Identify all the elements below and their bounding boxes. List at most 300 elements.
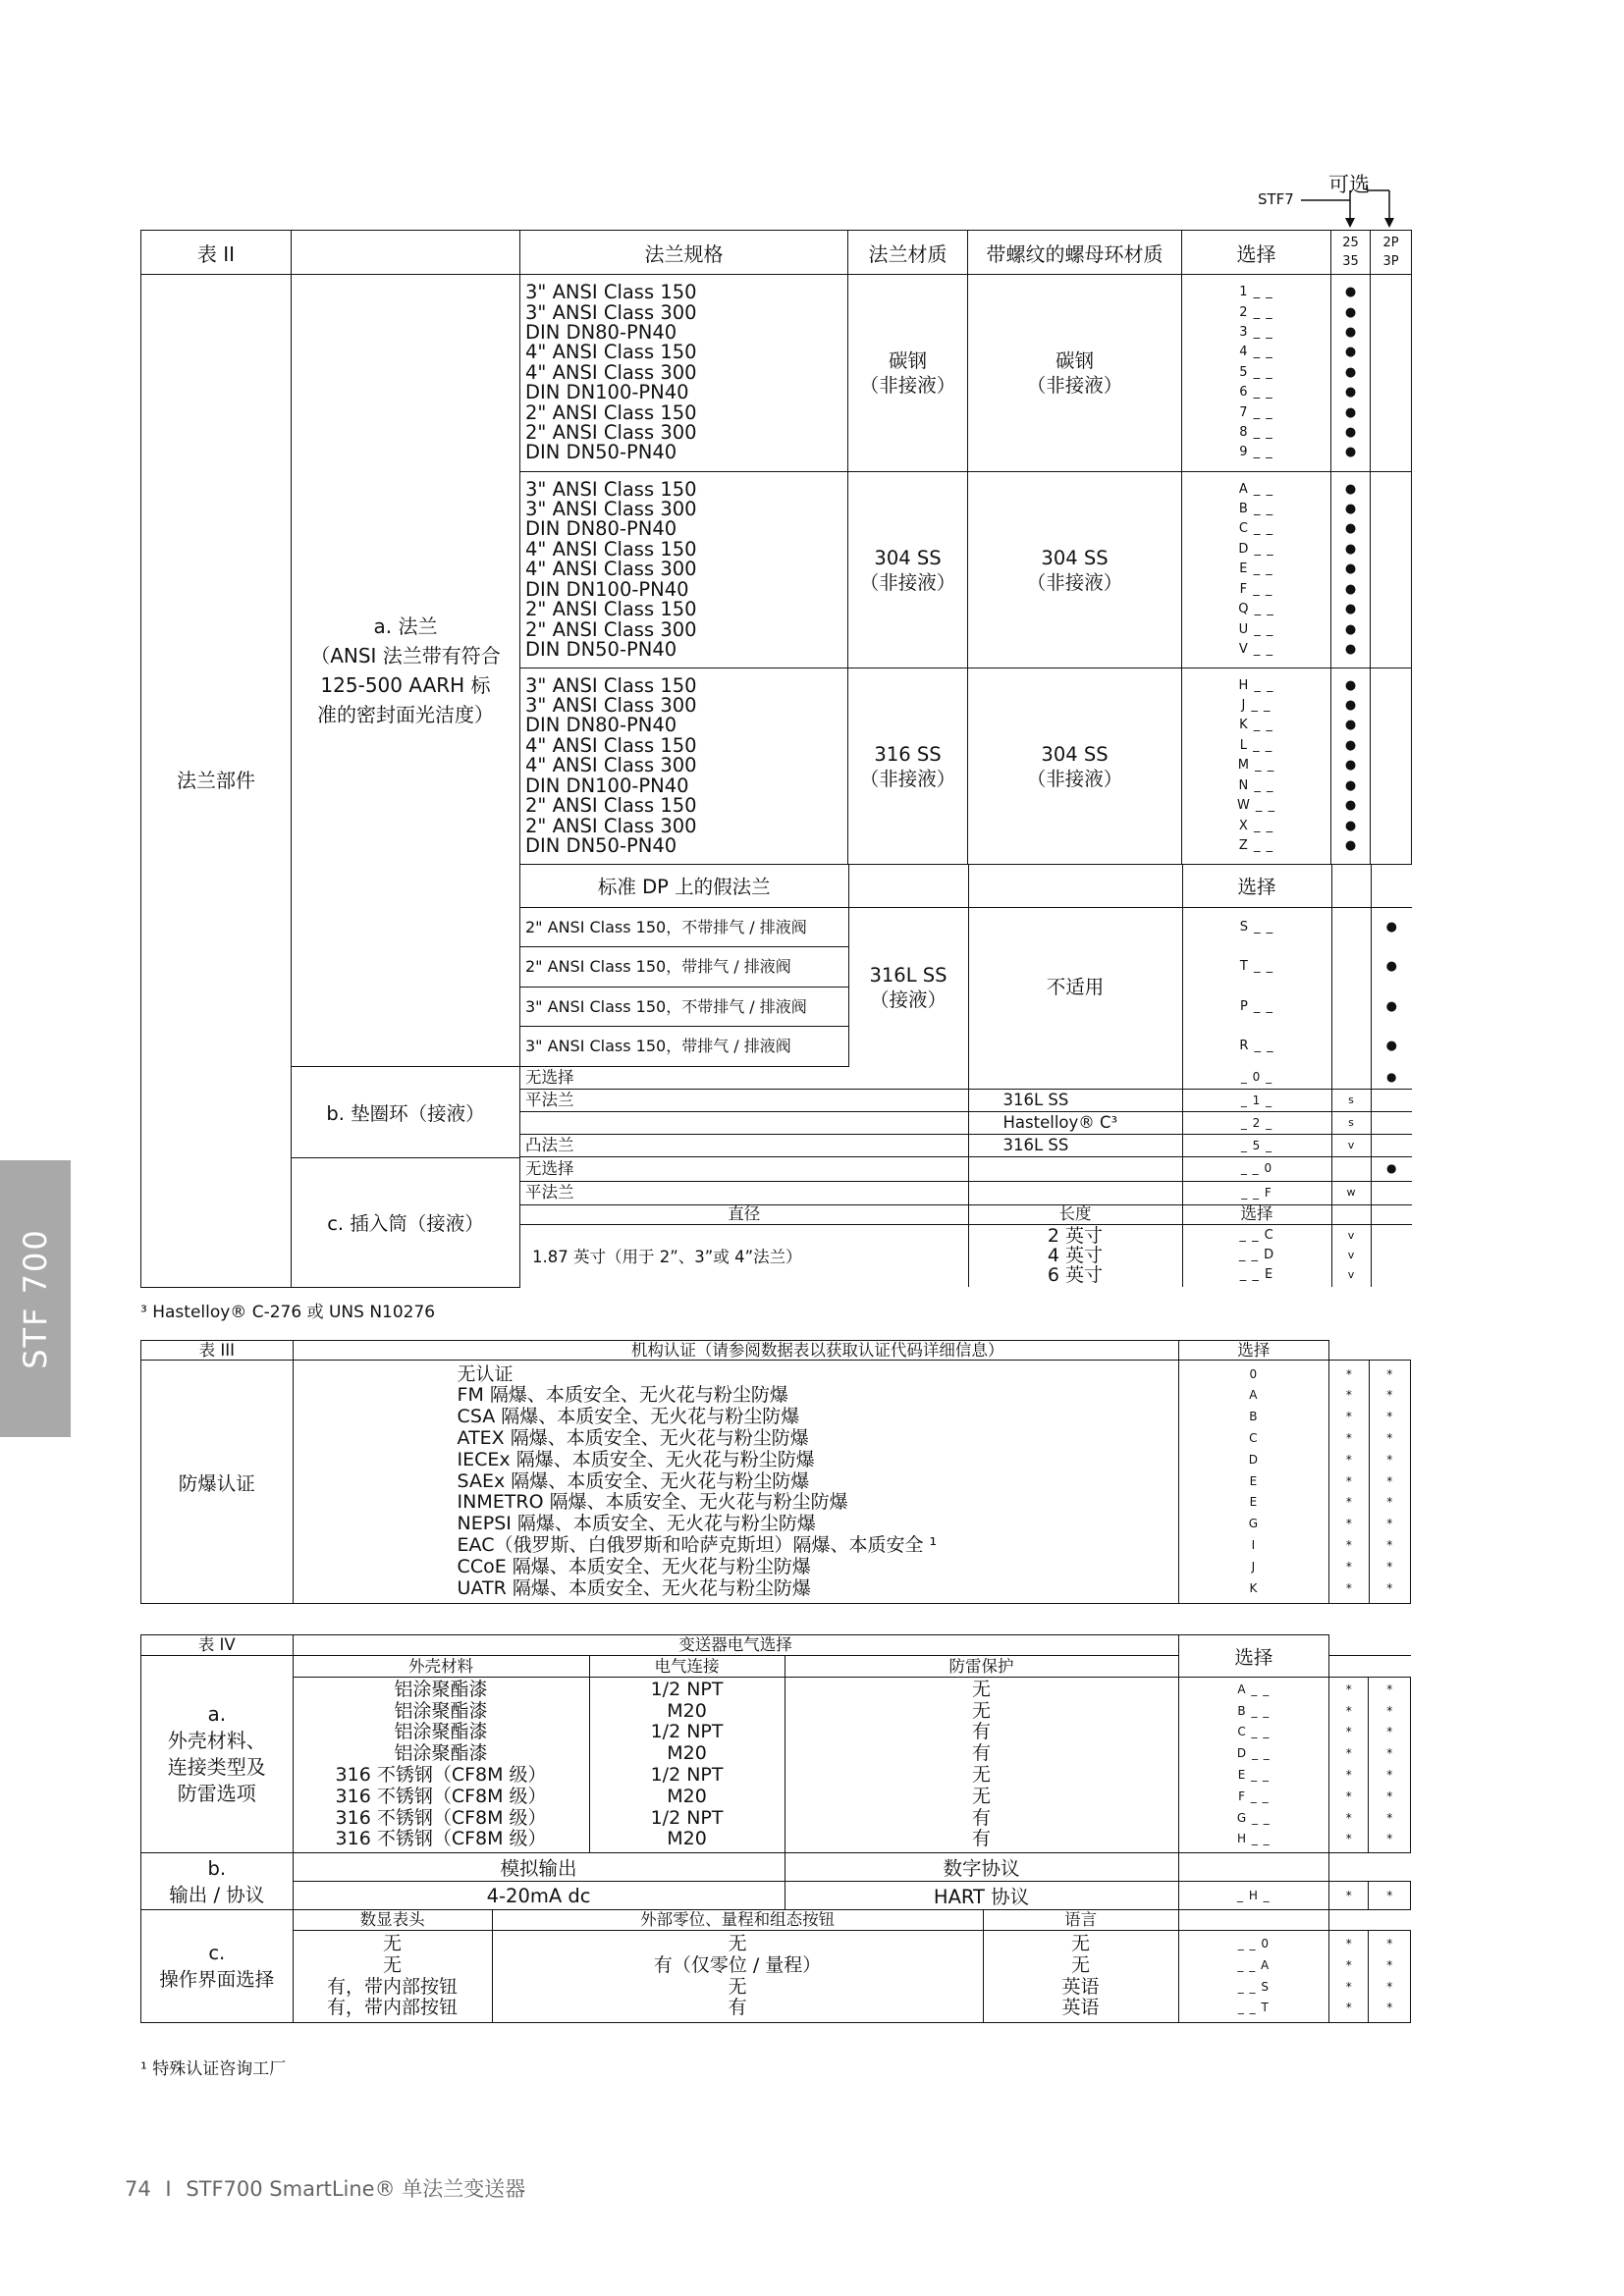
language-item: 无 <box>1071 1932 1091 1954</box>
col-conduit: 电气连接 <box>589 1656 785 1678</box>
display-item: 无 <box>383 1953 403 1976</box>
selection-code: K _ _ <box>1239 718 1273 733</box>
flange-spec-item: 3" ANSI Class 150 <box>525 673 697 697</box>
col-diameter: 直径 <box>520 1204 968 1224</box>
available-dot: ● <box>1344 818 1357 833</box>
available-mark: * <box>1345 1366 1352 1381</box>
gasket-material: 316L SS <box>968 1090 1182 1112</box>
selection-code: _ _ A <box>1237 1957 1271 1972</box>
conduit-item: 1/2 NPT <box>650 1806 724 1829</box>
available-dot: ● <box>1344 641 1357 657</box>
selection-code: A _ _ <box>1238 481 1274 497</box>
page-footer <box>125 2173 525 2203</box>
housing-item: 铝涂聚酯漆 <box>394 1678 488 1700</box>
available-mark: * <box>1386 1517 1393 1531</box>
insert-lengths: 2 英寸 4 英寸 6 英寸 <box>968 1224 1182 1287</box>
selection-code: H _ _ <box>1237 1832 1271 1846</box>
ring-material-cell: 304 SS （非接液） <box>968 472 1182 668</box>
available-dot: ● <box>1344 445 1357 460</box>
lightning-item: 无 <box>972 1785 992 1807</box>
selection-code: C _ _ <box>1237 1725 1271 1739</box>
available-mark: * <box>1345 1979 1352 1994</box>
available-mark: * <box>1386 1810 1393 1825</box>
available-mark: * <box>1386 1537 1393 1552</box>
dummy-material: 316L SS （接液） <box>848 907 968 1067</box>
available-mark: * <box>1386 1703 1393 1718</box>
available-dot: ● <box>1344 777 1357 793</box>
insert-blank <box>968 1157 1182 1181</box>
gasket-mark-b: ● <box>1371 1067 1412 1090</box>
housing-item: 316 不锈钢（CF8M 级） <box>335 1806 547 1829</box>
t4-c-label: c. 操作界面选择 <box>141 1910 294 2023</box>
button-item: 无 <box>728 1975 747 1998</box>
flange-spec-item: 2" ANSI Class 150 <box>525 400 697 424</box>
col-buttons: 外部零位、量程和组态按钮 <box>492 1910 983 1931</box>
selection-code: _ _ T <box>1237 2001 1270 2015</box>
available-dot: ● <box>1344 561 1357 577</box>
available-dot: ● <box>1344 758 1357 774</box>
flange-spec-item: 2" ANSI Class 300 <box>525 814 697 837</box>
flange-a-label: a. 法兰 （ANSI 法兰带有符合 125-500 AARH 标 准的密封面光洁度） <box>292 275 520 1067</box>
flange-material-cell: 304 SS （非接液） <box>848 472 968 668</box>
available-dot: ● <box>1344 425 1357 441</box>
available-mark: * <box>1386 1725 1393 1739</box>
available-mark: * <box>1386 1789 1393 1803</box>
selection-code: A <box>1249 1388 1259 1403</box>
available-mark: * <box>1386 1936 1393 1950</box>
selection-code: M _ _ <box>1237 758 1275 774</box>
col-digital: 数字协议 <box>785 1853 1178 1882</box>
col-flange-spec: 法兰规格 <box>520 231 848 275</box>
available-mark: * <box>1345 1495 1352 1510</box>
section-flange-parts: 法兰部件 <box>141 275 292 1288</box>
code-list <box>1182 472 1331 668</box>
selection-code: _ _ F <box>1182 1181 1331 1204</box>
available-dot: ● <box>1385 1039 1397 1053</box>
approval-item: IECEx 隔爆、本质安全、无火花与粉尘防爆 <box>457 1448 815 1470</box>
selection-code: B <box>1249 1410 1259 1424</box>
available-dot: ● <box>1344 502 1357 517</box>
selection-code: _ 5 _ <box>1182 1135 1331 1157</box>
conduit-item: 1/2 NPT <box>650 1678 724 1700</box>
approval-item: CSA 隔爆、本质安全、无火花与粉尘防爆 <box>457 1406 800 1428</box>
selection-code: G <box>1248 1517 1260 1531</box>
selection-code: _ _ 0 <box>1182 1157 1331 1181</box>
available-mark: * <box>1386 1580 1393 1595</box>
lightning-item: 有 <box>972 1828 992 1850</box>
selection-code: P _ _ <box>1239 998 1274 1014</box>
flange-spec-item: 4" ANSI Class 150 <box>525 341 697 364</box>
available-mark: * <box>1345 1473 1352 1488</box>
conduit-item: M20 <box>667 1785 707 1807</box>
available-dot: ● <box>1344 581 1357 597</box>
flange-spec-item: 2" ANSI Class 150 <box>525 794 697 818</box>
selection-code: L _ _ <box>1239 737 1273 753</box>
housing-marks-b <box>1369 1678 1411 1853</box>
available-dot: ● <box>1385 919 1397 934</box>
flange-spec-item: DIN DN100-PN40 <box>525 381 689 404</box>
insert-mark-a: w <box>1331 1181 1371 1204</box>
available-dot: ● <box>1344 798 1357 814</box>
insert-marks: v v v <box>1331 1224 1371 1287</box>
output-analog: 4-20mA dc <box>293 1882 785 1910</box>
language-item: 英语 <box>1061 1975 1100 1998</box>
dummy-spec-item: 3" ANSI Class 150，不带排气 / 排液阀 <box>520 988 848 1028</box>
gasket-material <box>968 1067 1182 1090</box>
selection-code: B _ _ <box>1238 502 1274 517</box>
selection-code: Z _ _ <box>1238 837 1274 853</box>
dummy-select-header: 选择 <box>1182 865 1331 907</box>
available-dot: ● <box>1344 718 1357 733</box>
lightning-item: 有 <box>972 1806 992 1829</box>
available-mark: * <box>1386 1473 1393 1488</box>
available-mark: * <box>1386 1957 1393 1972</box>
selection-code: _ _ S <box>1237 1979 1270 1994</box>
dummy-spec-item: 3" ANSI Class 150，带排气 / 排液阀 <box>520 1027 848 1067</box>
available-dot: ● <box>1344 737 1357 753</box>
spec-list <box>520 275 848 472</box>
approval-item: EAC（俄罗斯、白俄罗斯和哈萨克斯坦）隔爆、本质安全 ¹ <box>457 1533 938 1556</box>
selection-code: I <box>1251 1537 1257 1552</box>
flange-spec-item: DIN DN80-PN40 <box>525 714 677 737</box>
button-item: 有 <box>728 1997 747 2019</box>
display-item: 有，带内部按钮 <box>327 1975 459 1998</box>
language-item: 无 <box>1071 1953 1091 1976</box>
flange-spec-item: DIN DN100-PN40 <box>525 774 689 797</box>
gasket-name: 平法兰 <box>520 1090 968 1112</box>
display-item: 有，带内部按钮 <box>327 1997 459 2019</box>
selection-code: 5 _ _ <box>1239 364 1273 380</box>
flange-spec-item: 4" ANSI Class 150 <box>525 537 697 561</box>
available-dot: ● <box>1344 304 1357 320</box>
available-mark: * <box>1345 1537 1352 1552</box>
available-mark: * <box>1345 1517 1352 1531</box>
col-analog: 模拟输出 <box>293 1853 785 1882</box>
approval-marks-b <box>1369 1361 1410 1604</box>
selection-code: H _ _ <box>1238 677 1274 693</box>
flange-spec-item: 4" ANSI Class 300 <box>525 360 697 384</box>
lightning-list <box>785 1678 1178 1853</box>
selection-code: J _ _ <box>1241 698 1272 714</box>
available-mark: * <box>1345 1725 1352 1739</box>
col-lightning: 防雷保护 <box>785 1656 1178 1678</box>
available-dot: ● <box>1344 541 1357 557</box>
insert-diameter: 1.87 英寸（用于 2”、3”或 4”法兰） <box>520 1224 968 1287</box>
selection-code: E <box>1249 1473 1259 1488</box>
gasket-mark-a: v <box>1331 1135 1371 1157</box>
interface-marks-a <box>1329 1931 1369 2023</box>
selection-code: A _ _ <box>1237 1682 1271 1696</box>
available-mark: * <box>1386 1768 1393 1782</box>
interface-codes <box>1178 1931 1329 2023</box>
selection-code: E _ _ <box>1239 561 1273 577</box>
language-item: 英语 <box>1061 1997 1100 2019</box>
gasket-mark-a <box>1331 1067 1371 1090</box>
dummy-spec-item: 2" ANSI Class 150，带排气 / 排液阀 <box>520 947 848 988</box>
available-dot: ● <box>1344 364 1357 380</box>
flange-spec-item: DIN DN50-PN40 <box>525 637 677 661</box>
ring-material-cell: 304 SS （非接液） <box>968 668 1182 865</box>
gasket-mark-b <box>1371 1112 1412 1135</box>
flange-spec-item: 2" ANSI Class 300 <box>525 617 697 641</box>
approval-item: UATR 隔爆、本质安全、无火花与粉尘防爆 <box>457 1576 811 1599</box>
insert-name: 无选择 <box>520 1157 968 1181</box>
available-mark: * <box>1386 1410 1393 1424</box>
selection-code: 9 _ _ <box>1239 445 1273 460</box>
selection-code: _ 1 _ <box>1182 1090 1331 1112</box>
table-iv-header: 变送器电气选择 <box>293 1635 1178 1656</box>
output-digital: HART 协议 <box>785 1882 1178 1910</box>
approval-item: INMETRO 隔爆、本质安全、无火花与粉尘防爆 <box>457 1491 848 1514</box>
flange-spec-item: 2" ANSI Class 150 <box>525 598 697 621</box>
col-language: 语言 <box>983 1910 1178 1931</box>
footer-title: STF700 SmartLine® 单法兰变送器 <box>186 2177 526 2201</box>
table-iii-title: 表 III <box>141 1341 294 1361</box>
housing-item: 316 不锈钢（CF8M 级） <box>335 1785 547 1807</box>
selection-code: T _ _ <box>1239 959 1274 974</box>
selection-code: C _ _ <box>1238 521 1274 537</box>
selection-code: 1 _ _ <box>1239 285 1273 300</box>
footnote-hastelloy: ³ Hastelloy® C-276 或 UNS N10276 <box>140 1303 436 1322</box>
col-2p-3p: 2P 3P <box>1371 231 1412 275</box>
approval-item: CCoE 隔爆、本质安全、无火花与粉尘防爆 <box>457 1555 811 1577</box>
available-mark: * <box>1345 1832 1352 1846</box>
selection-code: W _ _ <box>1236 798 1276 814</box>
available-dot: ● <box>1344 698 1357 714</box>
available-dot: ● <box>1344 324 1357 340</box>
selection-code: 6 _ _ <box>1239 385 1273 400</box>
dummy-flange-subtable <box>520 865 1412 1067</box>
insert-subtable <box>520 1157 1412 1287</box>
section-approvals: 防爆认证 <box>141 1361 294 1604</box>
available-mark: * <box>1386 2001 1393 2015</box>
conduit-item: M20 <box>667 1828 707 1850</box>
table-iii <box>140 1340 1411 1604</box>
lightning-item: 无 <box>972 1678 992 1700</box>
housing-item: 铝涂聚酯漆 <box>394 1721 488 1743</box>
available-mark: * <box>1386 1559 1393 1574</box>
gasket-mark-b <box>1371 1135 1412 1157</box>
table-ii <box>140 230 1412 1288</box>
available-mark: * <box>1345 1682 1352 1696</box>
stf7-label: STF7 <box>1258 190 1294 208</box>
housing-marks-a <box>1329 1678 1369 1853</box>
dummy-spec-list <box>520 908 848 1067</box>
selection-code: _ 2 _ <box>1182 1112 1331 1135</box>
section-side-tab: STF 700 <box>0 1160 71 1437</box>
available-mark: * <box>1345 1431 1352 1445</box>
footer-separator: I <box>165 2177 172 2201</box>
conduit-item: 1/2 NPT <box>650 1721 724 1743</box>
selection-code: _ _ 0 <box>1237 1936 1270 1950</box>
available-mark: * <box>1386 1366 1393 1381</box>
flange-spec-item: 3" ANSI Class 150 <box>525 477 697 501</box>
col-display: 数显表头 <box>293 1910 492 1931</box>
selection-code: Q _ _ <box>1238 602 1274 617</box>
available-dot: ● <box>1344 345 1357 360</box>
interface-marks-b <box>1369 1931 1411 2023</box>
available-mark: * <box>1345 1746 1352 1761</box>
selection-code: K <box>1249 1580 1259 1595</box>
approval-codes <box>1178 1361 1329 1604</box>
code-list <box>1182 668 1331 865</box>
selection-code: C <box>1249 1431 1259 1445</box>
gasket-subtable <box>520 1067 1412 1158</box>
available-dot: ● <box>1344 404 1357 420</box>
ring-material-cell: 碳钢 （非接液） <box>968 275 1182 472</box>
approval-item: NEPSI 隔爆、本质安全、无火花与粉尘防爆 <box>457 1513 816 1535</box>
col-housing: 外壳材料 <box>293 1656 589 1678</box>
conduit-item: 1/2 NPT <box>650 1764 724 1786</box>
spec-list <box>520 668 848 865</box>
flange-spec-item: 2" ANSI Class 300 <box>525 421 697 445</box>
table-iii-header: 机构认证（请参阅数据表以获取认证代码详细信息） <box>293 1341 1178 1361</box>
display-item: 无 <box>383 1932 403 1954</box>
col-flange-material: 法兰材质 <box>848 231 968 275</box>
optional-arrows <box>1296 183 1404 230</box>
flange-spec-item: 4" ANSI Class 150 <box>525 733 697 757</box>
language-list <box>983 1931 1178 2023</box>
available-dot: ● <box>1344 385 1357 400</box>
dot-list <box>1331 668 1371 865</box>
selection-code: N _ _ <box>1238 777 1274 793</box>
available-mark: * <box>1345 1936 1352 1950</box>
selection-code: _ 0 _ <box>1182 1067 1331 1090</box>
available-dot: ● <box>1344 677 1357 693</box>
dot-list <box>1331 472 1371 668</box>
selection-code: 7 _ _ <box>1239 404 1273 420</box>
housing-list <box>293 1678 589 1853</box>
dummy-dot-list <box>1372 908 1412 1067</box>
selection-code: S _ _ <box>1239 919 1274 934</box>
lightning-item: 无 <box>972 1699 992 1722</box>
available-mark: * <box>1386 1388 1393 1403</box>
selection-code: 2 _ _ <box>1239 304 1273 320</box>
insert-blank <box>968 1181 1182 1204</box>
available-mark: * <box>1386 1682 1393 1696</box>
insert-mark-a <box>1331 1157 1371 1181</box>
col-select: 选择 <box>1182 1204 1331 1224</box>
flange-spec-item: DIN DN100-PN40 <box>525 577 689 601</box>
table-iv-title: 表 IV <box>141 1635 294 1656</box>
selection-code: J <box>1251 1559 1257 1574</box>
selection-code: D <box>1248 1452 1259 1467</box>
flange-material-cell: 碳钢 （非接液） <box>848 275 968 472</box>
flange-spec-item: DIN DN50-PN40 <box>525 441 677 464</box>
flange-spec-item: DIN DN80-PN40 <box>525 320 677 344</box>
available-mark: * <box>1345 1559 1352 1574</box>
footnote-special: ¹ 特殊认证咨询工厂 <box>140 2059 287 2079</box>
available-dot: ● <box>1344 481 1357 497</box>
flange-material-cell: 316 SS （非接液） <box>848 668 968 865</box>
selection-code: 8 _ _ <box>1239 425 1273 441</box>
approval-list <box>458 1364 1178 1600</box>
housing-codes <box>1178 1678 1329 1853</box>
gasket-mark-a: s <box>1331 1112 1371 1135</box>
available-mark: * <box>1345 1768 1352 1782</box>
gasket-name: 无选择 <box>520 1067 968 1090</box>
available-mark: * <box>1386 1746 1393 1761</box>
gasket-material: 316L SS <box>968 1135 1182 1157</box>
available-mark: * <box>1386 1832 1393 1846</box>
dummy-ring: 不适用 <box>968 907 1182 1067</box>
button-item: 有（仅零位 / 量程） <box>653 1953 822 1976</box>
housing-item: 316 不锈钢（CF8M 级） <box>335 1764 547 1786</box>
insert-c-label: c. 插入筒（接液） <box>292 1157 520 1287</box>
selection-code: B _ _ <box>1237 1703 1271 1718</box>
t4-a-label: a. 外壳材料、 连接类型及 防雷选项 <box>141 1656 294 1853</box>
available-mark: * <box>1386 1979 1393 1994</box>
insert-mark-b: ● <box>1371 1157 1412 1181</box>
gasket-b-label: b. 垫圈环（接液） <box>292 1067 520 1158</box>
selection-code: E _ _ <box>1237 1768 1270 1782</box>
available-mark: * <box>1345 1452 1352 1467</box>
gasket-material: Hastelloy® C³ <box>968 1112 1182 1135</box>
display-list <box>293 1931 492 2023</box>
selection-code: 3 _ _ <box>1239 324 1273 340</box>
housing-item: 316 不锈钢（CF8M 级） <box>335 1828 547 1850</box>
t4-b-label: b. 输出 / 协议 <box>141 1853 294 1910</box>
col-length: 长度 <box>968 1204 1182 1224</box>
col-select: 选择 <box>1182 231 1331 275</box>
available-mark: * <box>1386 1495 1393 1510</box>
col-25-35: 25 35 <box>1331 231 1371 275</box>
available-dot: ● <box>1344 837 1357 853</box>
available-mark: * <box>1345 1703 1352 1718</box>
selection-code: F _ _ <box>1239 581 1273 597</box>
col-ring-material: 带螺纹的螺母环材质 <box>968 231 1182 275</box>
available-dot: ● <box>1344 621 1357 637</box>
selection-code: 4 _ _ <box>1239 345 1273 360</box>
gasket-name: 凸法兰 <box>520 1135 968 1157</box>
flange-spec-item: 4" ANSI Class 300 <box>525 558 697 581</box>
approval-item: ATEX 隔爆、本质安全、无火花与粉尘防爆 <box>457 1427 809 1449</box>
optional-label: 可选 <box>1328 173 1370 196</box>
available-mark: * <box>1386 1431 1393 1445</box>
housing-item: 铝涂聚酯漆 <box>394 1699 488 1722</box>
dummy-spec-item: 2" ANSI Class 150，不带排气 / 排液阀 <box>520 908 848 948</box>
output-mark-a: * <box>1329 1882 1369 1910</box>
available-dot: ● <box>1344 602 1357 617</box>
conduit-item: M20 <box>667 1742 707 1765</box>
selection-code: V _ _ <box>1238 641 1274 657</box>
spec-list <box>520 472 848 668</box>
conduit-item: M20 <box>667 1699 707 1722</box>
flange-spec-item: 3" ANSI Class 300 <box>525 498 697 521</box>
housing-item: 铝涂聚酯漆 <box>394 1742 488 1765</box>
available-mark: * <box>1386 1452 1393 1467</box>
approval-item: 无认证 <box>457 1362 514 1385</box>
available-mark: * <box>1345 1789 1352 1803</box>
selection-code: D _ _ <box>1236 1746 1271 1761</box>
available-dot: ● <box>1385 998 1397 1014</box>
dummy-code-list <box>1183 908 1331 1067</box>
selection-code: F _ _ <box>1238 1789 1270 1803</box>
available-mark: * <box>1345 1810 1352 1825</box>
output-code: _ H _ <box>1178 1882 1329 1910</box>
output-mark-b: * <box>1369 1882 1411 1910</box>
selection-code: 0 <box>1249 1366 1259 1381</box>
page-number: 74 <box>125 2177 151 2201</box>
flange-spec-item: 3" ANSI Class 300 <box>525 694 697 718</box>
dummy-flange-title: 标准 DP 上的假法兰 <box>520 865 848 907</box>
selection-code: R _ _ <box>1239 1039 1274 1053</box>
available-mark: * <box>1345 1410 1352 1424</box>
gasket-mark-a: s <box>1331 1090 1371 1112</box>
lightning-item: 有 <box>972 1721 992 1743</box>
flange-spec-item: 3" ANSI Class 150 <box>525 281 697 304</box>
table-iii-select: 选择 <box>1178 1341 1329 1361</box>
